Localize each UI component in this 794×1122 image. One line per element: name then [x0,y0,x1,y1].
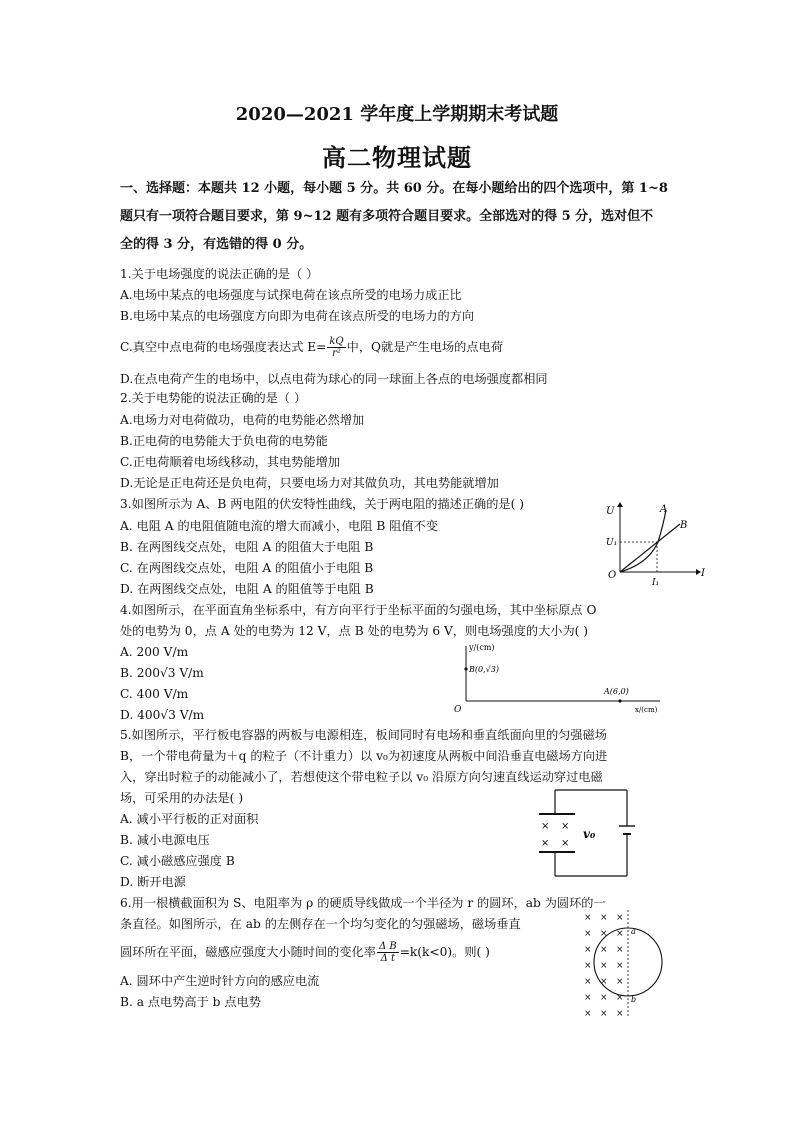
q6-rate-numerator: Δ B [378,941,397,952]
q4-option-a: A. 200 V/m [120,645,189,659]
q1-formula-fraction [327,336,345,359]
q4-label-x: x/(cm) [635,706,658,714]
q2-option-d: D.无论是正电荷还是负电荷，只要电场力对其做负功，其电势能就增加 [120,476,499,490]
q6-rate-denominator: Δ t [380,953,396,964]
svg-text:×: × [616,929,624,939]
svg-text:×: × [584,1009,592,1019]
q3-label-i1: I₁ [652,578,660,588]
q4-label-a: A(6,0) [604,687,629,696]
q4-point-a [618,699,621,702]
q3-label-i: I [701,568,705,579]
q5-stem-line2: B，一个带电荷量为＋q 的粒子（不计重力）以 v₀为初速度从两板中间沿垂直电磁场方向进 [120,749,608,763]
section-instructions-line2: 题只有一项符合题目要求，第 9~12 题有多项符合题目要求。全部选对的得 5 分，选对但不 [120,209,654,224]
q3-label-a: A [660,504,668,515]
svg-text:×: × [584,977,592,987]
q6-ring-field-figure [578,908,668,1020]
q4-label-y: y/(cm) [469,643,495,652]
q1-option-c-prefix: C.真空中点电荷的电场强度表达式 E= [120,340,327,354]
q2-option-b: B.正电荷的电势能大于负电荷的电势能 [120,434,328,448]
svg-text:×: × [616,993,624,1003]
q6-stem-line3 [120,941,490,964]
q6-rate-fraction [377,941,399,964]
q5-stem-line4: 场，可采用的办法是( ) [120,791,244,805]
q1-formula-denominator: r² [332,348,341,359]
q1-option-b: B.电场中某点的电场强度方向即为电荷在该点所受的电场力的方向 [120,309,475,323]
svg-text:×: × [616,945,624,955]
q5-option-c: C. 减小磁感应强度 B [120,854,235,868]
svg-text:×: × [600,945,608,955]
q3-label-origin: O [608,570,617,581]
q4-point-b [464,667,467,670]
q1-option-c [120,336,503,359]
q2-option-c: C.正电荷顺着电场线移动，其电势能增加 [120,455,340,469]
q3-option-a: A. 电阻 A 的电阻值随电流的增大而减小，电阻 B 阻值不变 [120,519,438,533]
q6-stem-line3-prefix: 圆环所在平面，磁感应强度大小随时间的变化率 [120,945,376,959]
q6-stem-line3-suffix: =k(k<0)。则( ) [399,945,490,959]
q3-option-d: D. 在两图线交点处，电阻 A 的阻值等于电阻 B [120,582,374,596]
section-instructions-line3: 全的得 3 分，有选错的得 0 分。 [120,237,313,252]
svg-text:×: × [584,929,592,939]
q4-stem-line2: 处的电势为 0，点 A 处的电势为 12 V，点 B 处的电势为 6 V，则电场强度的大小为( ) [120,624,589,638]
q3-stem: 3.如图所示为 A、B 两电阻的伏安特性曲线，关于两电阻的描述正确的是( ) [120,497,524,511]
q4-option-c: C. 400 V/m [120,687,189,701]
svg-text:×: × [584,945,592,955]
q1-option-d: D.在点电荷产生的电场中，以点电荷为球心的同一球面上各点的电场强度都相同 [120,372,548,386]
q3-u-axis-arrow [617,502,623,507]
q5-stem-line1: 5.如图所示，平行板电容器的两板与电源相连，板间同时有电场和垂直纸面向里的匀强磁场 [120,728,607,742]
q4-option-d: D. 400√3 V/m [120,708,205,722]
q5-option-a: A. 减小平行板的正对面积 [120,812,259,826]
q3-option-b: B. 在两图线交点处，电阻 A 的阻值大于电阻 B [120,540,374,554]
q5-field-cross-3: × [541,838,550,849]
exam-year-title: 2020—2021 学年度上学期期末考试题 [235,104,559,125]
svg-text:×: × [584,993,592,1003]
q3-label-u1: U₁ [606,538,618,548]
q1-stem: 1.关于电场强度的说法正确的是（ ） [120,267,319,281]
svg-text:×: × [616,977,624,987]
q5-option-d: D. 断开电源 [120,875,186,889]
section-instructions-line1: 一、选择题：本题共 12 小题，每小题 5 分。共 60 分。在每小题给出的四个选项中，第 1~8 [120,181,668,196]
svg-text:×: × [616,961,624,971]
svg-text:×: × [600,961,608,971]
svg-text:×: × [584,961,592,971]
svg-text:×: × [600,929,608,939]
q4-stem-line1: 4.如图所示，在平面直角坐标系中，有方向平行于坐标平面的匀强电场，其中坐标原点 O [120,603,597,617]
svg-text:×: × [584,913,592,923]
q4-label-b: B(0,√3) [469,665,499,674]
q3-label-b: B [680,520,688,531]
q5-label-v0: v₀ [583,827,596,841]
q6-option-a: A. 圆环中产生逆时针方向的感应电流 [120,974,320,988]
q1-option-c-suffix: 中，Q就是产生电场的点电荷 [346,340,503,354]
q5-option-b: B. 减小电源电压 [120,833,210,847]
q6-magnetic-field-crosses [584,913,624,1019]
q1-formula-numerator: kQ [329,336,344,347]
q6-label-a: a [631,927,636,936]
q3-label-u: U [606,506,615,517]
q2-option-a: A.电场力对电荷做功，电荷的电势能必然增加 [120,413,365,427]
q6-stem-line2: 条直径。如图所示，在 ab 的左侧存在一个均匀变化的匀强磁场，磁场垂直 [120,917,521,931]
svg-text:×: × [616,913,624,923]
q3-line-b [620,524,680,572]
exam-subject-title: 高二物理试题 [322,143,472,172]
q5-field-cross-2: × [561,821,570,832]
q6-label-b: b [631,995,637,1004]
q4-coordinate-figure [450,640,670,716]
q1-option-a: A.电场中某点的电场强度与试探电荷在该点所受的电场力成正比 [120,288,462,302]
q4-option-b: B. 200√3 V/m [120,666,204,680]
q2-stem: 2.关于电势能的说法正确的是（ ） [120,391,307,405]
q5-field-cross-4: × [561,838,570,849]
svg-text:×: × [600,977,608,987]
q3-option-c: C. 在两图线交点处，电阻 A 的阻值小于电阻 B [120,561,374,575]
q6-option-b: B. a 点电势高于 b 点电势 [120,995,261,1009]
q4-label-origin: O [454,705,462,715]
q3-iv-curve-figure [600,498,710,590]
q5-capacitor-circuit-figure [535,788,635,882]
svg-text:×: × [616,1009,624,1019]
svg-text:×: × [600,913,608,923]
q5-field-cross-1: × [541,821,550,832]
q6-stem-line1: 6.用一根横截面积为 S、电阻率为 ρ 的硬质导线做成一个半径为 r 的圆环，ab 为圆环的一 [120,896,606,910]
svg-text:×: × [600,1009,608,1019]
svg-text:×: × [600,993,608,1003]
q5-stem-line3: 入，穿出时粒子的动能减小了，若想使这个带电粒子以 v₀ 沿原方向匀速直线运动穿过电磁 [120,770,603,784]
